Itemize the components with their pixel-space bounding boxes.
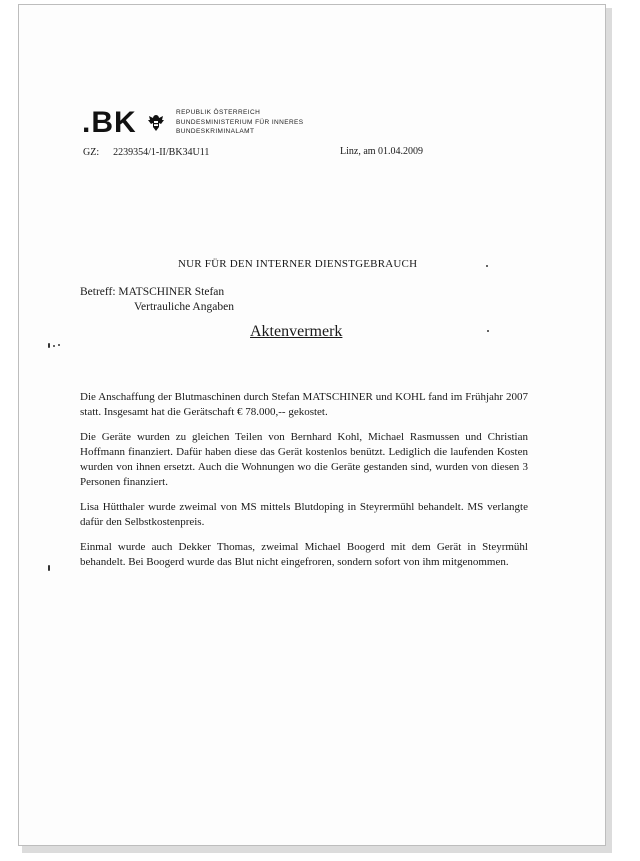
eagle-emblem-icon	[146, 112, 166, 134]
scan-speck	[487, 330, 489, 332]
ministry-block	[176, 108, 304, 137]
classification-line: NUR FÜR DEN INTERNER DIENSTGEBRAUCH	[178, 258, 418, 270]
scan-speck	[486, 265, 488, 267]
ministry-line-1: REPUBLIK ÖSTERREICH	[176, 109, 261, 116]
ministry-line-3: BUNDESKRIMINALAMT	[176, 128, 255, 135]
place-date: Linz, am 01.04.2009	[340, 146, 424, 157]
scan-speck	[53, 345, 55, 347]
scan-speck	[48, 343, 50, 348]
subject-subline: Vertrauliche Angaben	[134, 301, 234, 313]
scan-speck	[58, 344, 60, 346]
file-reference	[83, 147, 209, 158]
paragraph: Lisa Hütthaler wurde zweimal von MS mittels Blutdoping in Steyrermühl behandelt. MS verlangte dafür den Selbstkostenpreis.	[80, 501, 528, 528]
ministry-line-2: BUNDESMINISTERIUM FÜR INNERES	[176, 118, 304, 126]
subject-block	[80, 285, 234, 315]
paragraph: Die Geräte wurden zu gleichen Teilen von Bernhard Kohl, Michael Rasmussen und Christian Hoffmann finanziert. Dafür haben diese das Gerät kostenlos benützt. Lediglich die laufenden Kosten wurden von ihnen ersetzt. Auch die Wohnungen wo die Geräte gestanden sind, wurden von diesen 3 Personen finanziert.	[80, 431, 528, 488]
gz-label: GZ:	[83, 147, 100, 158]
paragraph: Einmal wurde auch Dekker Thomas, zweimal Michael Boogerd mit dem Gerät in Steyrmühl behandelt. Bei Boogerd wurde das Blut nicht eingefroren, sondern sofort von ihm mitgenommen.	[80, 541, 528, 568]
scan-speck	[48, 565, 50, 571]
subject-line: Betreff: MATSCHINER Stefan	[80, 286, 225, 298]
document-title: Aktenvermerk	[250, 323, 343, 340]
body-text	[80, 390, 528, 580]
paragraph: Die Anschaffung der Blutmaschinen durch Stefan MATSCHINER und KOHL fand im Frühjahr 2007 statt. Insgesamt hat die Gerätschaft € 78.000,-- gekostet.	[80, 391, 528, 418]
gz-number: 2239354/1-II/BK34U11	[113, 147, 210, 158]
bk-logo: .BK	[82, 106, 137, 139]
